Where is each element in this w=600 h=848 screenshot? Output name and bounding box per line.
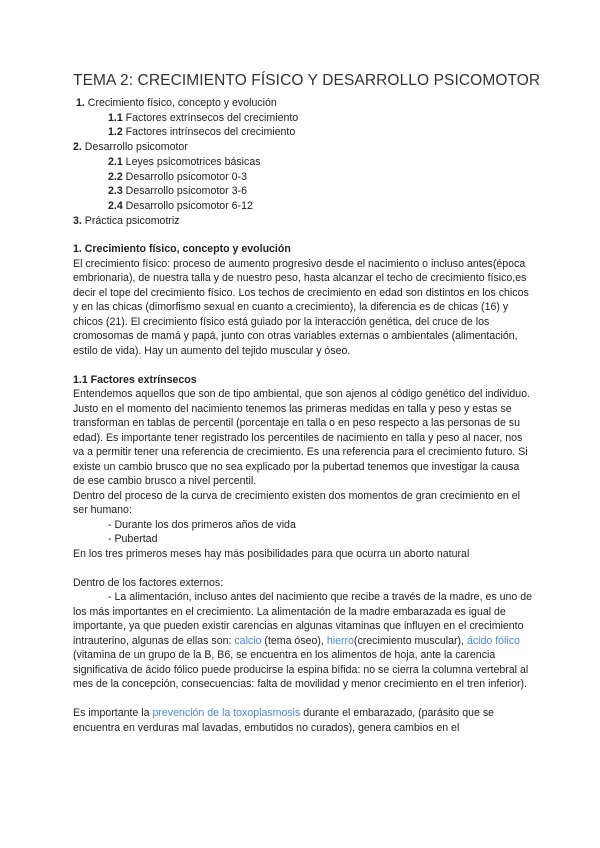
toc-item: 2.2 Desarrollo psicomotor 0-3 [108, 170, 247, 183]
paragraph: Dentro de los factores externos: [73, 576, 224, 589]
toc-item: 2.1 Leyes psicomotrices básicas [108, 155, 261, 168]
list-item: - Pubertad [108, 533, 158, 545]
paragraph: Entendemos aquellos que son de tipo ambiental, que son ajenos al código genético del individuo. [73, 388, 531, 400]
paragraph: Dentro del proceso de la curva de crecimiento existen dos momentos de gran crecimiento en el ser humano: [73, 489, 520, 516]
paragraph: Justo en el momento del nacimiento tenemos las primeras medidas en talla y peso y estas se transforman en tablas de percentil (porcentaje en talla o en peso respecto a las personas de su edad). Es importante tener registrado los percentiles de nacimiento en talla y peso al nacer, nos va a permitir tener una referencia de crecimiento. Es una referencia para el crecimiento futuro. Si existe un cambio brusco que no sea explicado por la pubertad tenemos que investigar la causa de ese cambio brusco a nivel percentil. [73, 402, 528, 487]
paragraph: - La alimentación, incluso antes del nacimiento que recibe a través de la madre, es uno de los más importantes en el crecimiento. La alimentación de la madre embarazada es igual de importante, ya que pueden existir carencias en algunas vitaminas que influyen en el crecimiento intrauterino, algunas de ellas son: calcio (tema óseo), hierro(crecimiento muscular), ácido fólico (vitamina de un grupo de la B, B6, se encuentra en los alimentos de hoja, ante la carencia significativa de ácido fólico puede producirse la espina bífida: no se cierra la columna vertebral al mes de la concepción, consecuencias: falta de movilidad y menor crecimiento en el tren inferior). [73, 591, 532, 690]
link-acido-folico[interactable]: ácido fólico [466, 634, 520, 647]
link-toxoplasmosis[interactable]: prevención de la toxoplasmosis [152, 707, 301, 719]
paragraph: El crecimiento físico: proceso de aumento progresivo desde el nacimiento o incluso antes(época embrionaria), de nuestra talla y de nuestro peso, hasta alcanzar el techo de crecimiento físico,es decir el tope del crecimiento físico. Los techos de crecimiento en edad son distintos en los chicos y en las chicas (dimorfismo sexual en cuanto a crecimiento), la diferencia es de chicas (16) y chicos (21). El crecimiento físico está guiado por la interacción genética, del cruce de los cromosomas de mamá y papá, junto con otras variables externas o ambientales (alimentación, estilo de vida). Hay un aumento del tejido muscular y óseo. [73, 257, 529, 357]
table-of-contents [73, 96, 298, 228]
toc-item: 3. Práctica psicomotriz [73, 214, 180, 227]
link-hierro[interactable]: hierro [326, 634, 354, 647]
toc-item: 1.1 Factores extrínsecos del crecimiento [108, 111, 299, 124]
toc-item: 2. Desarrollo psicomotor [73, 141, 188, 154]
toc-item: 2.3 Desarrollo psicomotor 3-6 [108, 185, 247, 198]
page-title: TEMA 2: CRECIMIENTO FÍSICO Y DESARROLLO PSICOMOTOR [73, 72, 541, 89]
paragraph: Es importante la prevención de la toxoplasmosis durante el embarazado, (parásito que se encuentra en verduras mal lavadas, embutidos no curados), genera cambios en el [73, 707, 495, 734]
toc-item: 1. Crecimiento físico, concepto y evolución [76, 97, 277, 109]
toc-item: 2.4 Desarrollo psicomotor 6-12 [108, 199, 253, 212]
section-heading: 1. Crecimiento físico, concepto y evolución [73, 243, 291, 255]
paragraph: En los tres primeros meses hay más posibilidades para que ocurra un aborto natural [73, 547, 470, 560]
section-heading: 1.1 Factores extrínsecos [73, 373, 197, 386]
document-body [73, 242, 533, 735]
toc-item: 1.2 Factores intrínsecos del crecimiento [108, 126, 296, 139]
link-calcio[interactable]: calcio [234, 634, 262, 647]
list-item: - Durante los dos primeros años de vida [108, 518, 296, 531]
